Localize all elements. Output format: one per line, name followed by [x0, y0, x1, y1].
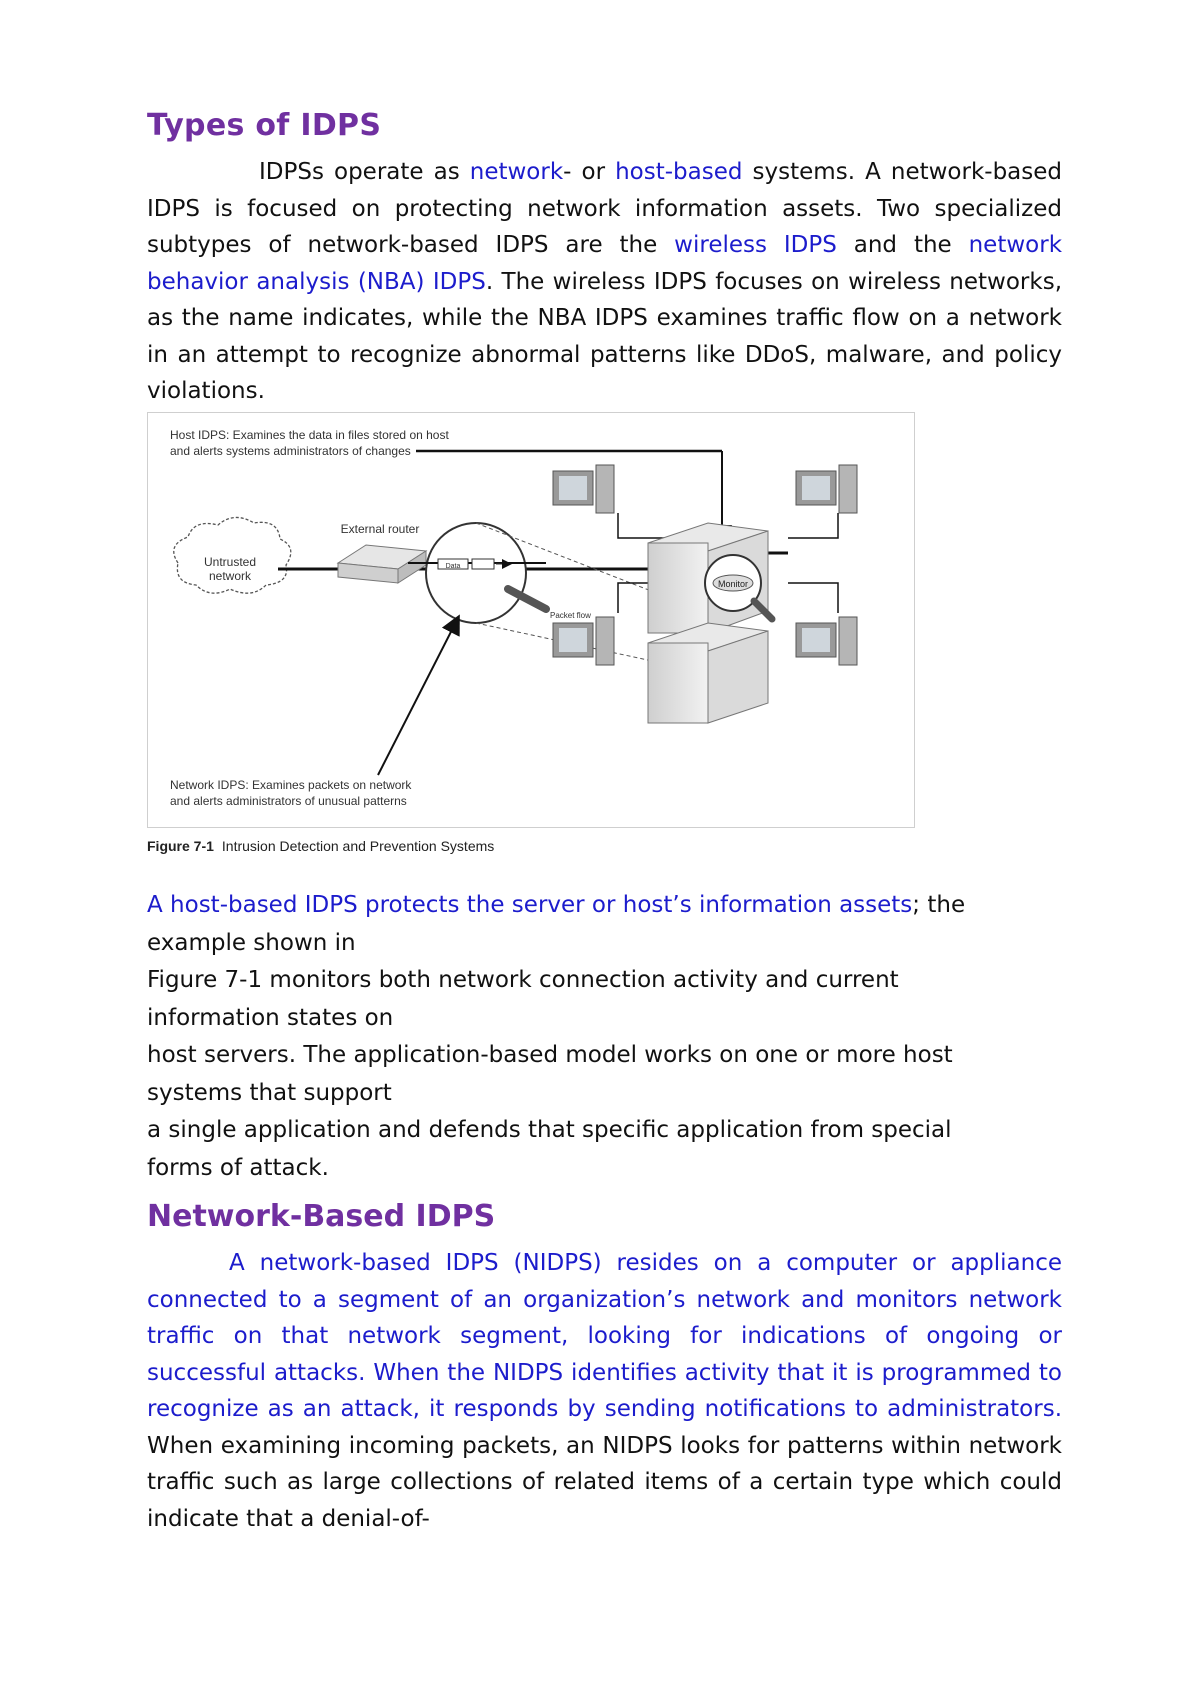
host-server-bottom: [648, 623, 768, 723]
workstation-bottom-left: [553, 617, 614, 665]
network-idps-label-1: Network IDPS: Examines packets on network: [170, 778, 412, 792]
link-host-based[interactable]: host-based: [615, 159, 743, 185]
svg-text:Data: Data: [445, 563, 461, 570]
packet-magnifier: [408, 523, 591, 623]
figure-caption-text: Intrusion Detection and Prevention Systems: [221, 838, 495, 854]
host-based-paragraph: [147, 887, 1062, 1187]
link-wireless-idps[interactable]: wireless IDPS: [674, 232, 837, 258]
heading-types-of-idps: Types of IDPS: [147, 108, 382, 143]
cloud-label-1: Untrusted: [203, 555, 257, 569]
router-label: External router: [340, 522, 420, 536]
nidps-paragraph: [147, 1245, 1062, 1537]
link-host-based-idps[interactable]: A host-based IDPS protects the server or host’s information assets: [147, 892, 913, 918]
untrusted-network-cloud: [174, 517, 291, 593]
link-nba-idps[interactable]: network behavior analysis (NBA) IDPS: [147, 232, 1063, 295]
nidps-definition: A network-based IDPS (NIDPS) resides on a computer or appliance connected to a segment of an organization’s network and monitors network traffic on that network segment, looking for indications of ongoing or successful attacks. When the NIDPS identifies activity that it is programmed to recognize as an attack, it responds by sending notifications to administrators.: [147, 1250, 1062, 1422]
network-arrow: [378, 618, 458, 775]
text-line: a single application and defends that specific application from special: [147, 1117, 952, 1143]
text-line: host servers. The application-based model works on one or more host: [147, 1042, 953, 1068]
text-line: forms of attack.: [147, 1154, 329, 1181]
idps-diagram-figure: [147, 412, 915, 828]
cloud-label-2: network: [208, 569, 252, 583]
idps-diagram: [148, 413, 914, 827]
network-idps-label-2: and alerts administrators of unusual patterns: [170, 794, 407, 808]
heading-network-based-idps: Network-Based IDPS: [147, 1199, 496, 1234]
host-idps-label-1: Host IDPS: Examines the data in files stored on host: [170, 428, 449, 442]
host-based-first-line: A host-based IDPS protects the server or host’s information assets; the: [147, 892, 966, 918]
monitor-label: Monitor: [717, 579, 749, 589]
host-idps-label-2: and alerts systems administrators of changes: [170, 444, 411, 458]
external-router: [338, 522, 426, 583]
intro-paragraph: IDPSs operate as network- or host-based systems. A network-based IDPS is focused on protecting network information assets. Two specialized subtypes of network-based IDPS are the wireless IDPS and the network behavior analysis (NBA) IDPS. The wireless IDPS focuses on wireless networks, as the name indicates, while the NBA IDPS examines traffic flow on a network in an attempt to recognize abnormal patterns like DDoS, malware, and policy violations.: [147, 159, 1063, 404]
nidps-packet-text: When examining incoming packets, an NIDPS looks for patterns within network traffic such as large collections of related items of a certain type which could indicate that a denial-of-: [147, 1432, 1062, 1532]
text-line: systems that support: [147, 1079, 392, 1106]
packet-flow-label: Packet flow: [550, 611, 591, 620]
figure-number: Figure 7-1: [147, 838, 214, 854]
text-line: Figure 7-1 monitors both network connection activity and current: [147, 967, 899, 993]
link-network[interactable]: network: [469, 159, 564, 185]
figure-caption: [147, 838, 494, 854]
text-line: information states on: [147, 1004, 394, 1031]
workstation-top-right: [796, 465, 857, 513]
text-line: example shown in: [147, 929, 356, 956]
workstation-top-left: [553, 465, 614, 513]
workstation-bottom-right: [796, 617, 857, 665]
